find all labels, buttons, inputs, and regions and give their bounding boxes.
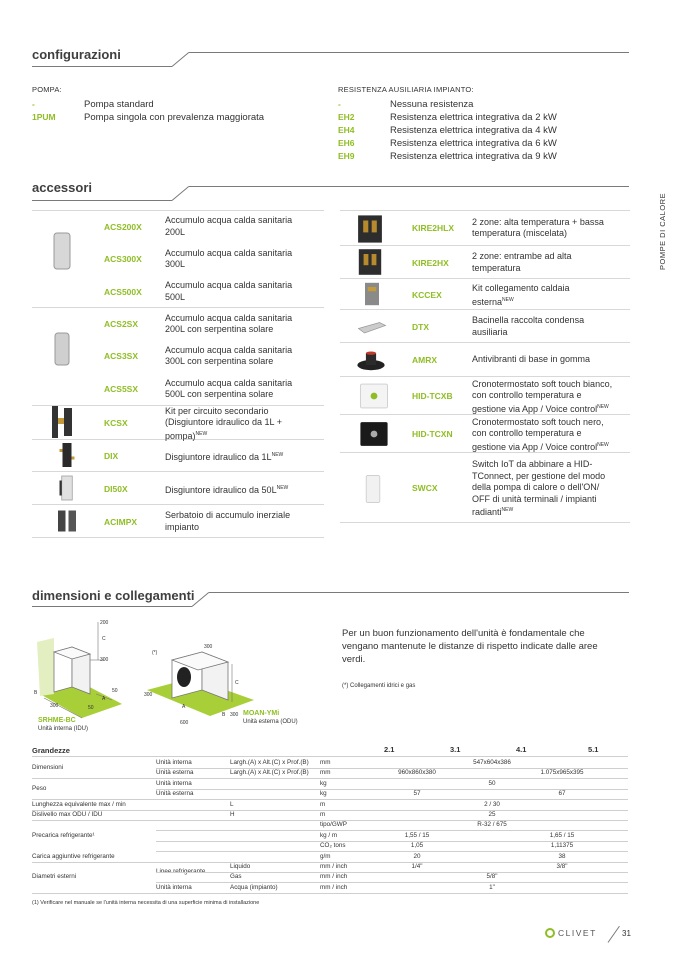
- accessory-desc-line: Accumulo acqua calda sanitaria: [165, 247, 293, 258]
- spec-table: [32, 745, 628, 905]
- clearance-note-line: verdi.: [342, 654, 366, 665]
- spec-value: 3/8": [556, 863, 568, 870]
- new-badge: NEW: [597, 403, 609, 410]
- accessory-code: ACIMPX: [104, 516, 138, 527]
- footer-brand: [545, 928, 597, 938]
- accessory-desc-line: 500L: [165, 291, 186, 302]
- spec-value: 1,65 / 15: [549, 831, 575, 839]
- accessory-row: [340, 343, 630, 377]
- spec-sub-label: Unità interna: [156, 759, 192, 766]
- new-badge: NEW: [271, 452, 284, 459]
- side-label: POMPE DI CALORE: [658, 192, 667, 270]
- spec-value: 960x860x380: [398, 769, 436, 777]
- accessory-desc-line: con controllo temperatura e: [472, 390, 582, 401]
- accessory-desc-line: impianto: [165, 521, 200, 532]
- accessory-desc: [165, 215, 324, 238]
- pump-label: POMPA:: [32, 85, 62, 94]
- accessory-desc-line: Accumulo acqua calda sanitaria: [165, 215, 293, 225]
- accessory-code: KCCEX: [412, 289, 442, 300]
- accessory-code: ACS500X: [104, 286, 142, 297]
- spec-value: R-32 / 675: [477, 821, 507, 829]
- accessory-desc-line: della pompa di calore o dell'ON/: [472, 482, 600, 493]
- indoor-unit-desc: Unità interna (IDU): [38, 726, 89, 732]
- accessories-left-table: [32, 210, 324, 548]
- spec-param-label: Acqua (impianto): [230, 883, 278, 891]
- accessory-row: [340, 246, 630, 279]
- accessory-row: [32, 372, 324, 406]
- accessory-desc: [165, 450, 324, 464]
- accessory-desc-line: radianti$^{NEW}$: [472, 507, 514, 518]
- dimensions-title: dimensioni e collegamenti: [32, 588, 195, 603]
- heater-code: EH4: [338, 125, 355, 135]
- spec-value: 1.075x965x395: [540, 769, 584, 777]
- accessory-desc-line: Cronotermostato soft touch nero,: [472, 416, 604, 427]
- label-a: A: [102, 696, 106, 702]
- accessory-code: ACS3SX: [104, 351, 139, 361]
- pump-item: [32, 98, 312, 111]
- spec-value: 1,05: [410, 842, 424, 850]
- accessory-desc: [165, 510, 324, 533]
- new-badge: NEW: [502, 296, 514, 303]
- accessory-row: [340, 310, 630, 343]
- accessory-desc-line: Antivibranti di base in gomma: [472, 354, 591, 365]
- label-d300c: 300: [144, 692, 153, 698]
- brand-name: CLIVET: [558, 928, 597, 938]
- heater-label: RESISTENZA AUSILIARIA IMPIANTO:: [338, 85, 474, 94]
- accessory-desc-line: Serbatoio di accumulo inerziale: [165, 510, 291, 520]
- accessory-desc-line: 2 zone: alta temperatura + bassa: [472, 216, 604, 227]
- accessory-desc-line: 500L con serpentina solare: [165, 389, 274, 399]
- accessory-code: ACS200X: [104, 221, 142, 232]
- accessories-right-table: [340, 210, 630, 540]
- accessory-desc-line: pompa)$^{NEW}$: [165, 430, 208, 441]
- spec-value: 38: [558, 852, 566, 860]
- heater-list: [338, 98, 628, 163]
- accessory-row: [32, 472, 324, 505]
- spec-value: 1/4": [411, 863, 423, 870]
- accessory-desc: [472, 379, 630, 416]
- footer-slant: [608, 926, 620, 943]
- spec-value: 1,55 / 15: [404, 831, 430, 839]
- label-c2: C: [235, 680, 239, 686]
- heater-code: EH2: [338, 112, 355, 122]
- outdoor-fan: [177, 667, 191, 687]
- spec-unit-label: kg / m: [320, 831, 338, 839]
- accessory-desc: [472, 251, 630, 274]
- table-rule: [32, 862, 628, 863]
- spec-unit-label: m: [320, 800, 326, 808]
- spec-group-label: Dimensioni: [32, 764, 64, 772]
- accessory-desc-line: con controllo temperatura e: [472, 428, 582, 439]
- accessory-desc: [472, 459, 630, 519]
- heater-desc: Resistenza elettrica integrativa da 4 kW: [390, 125, 557, 136]
- inertial-tank-image: [52, 503, 82, 544]
- heater-item: [338, 124, 628, 137]
- outdoor-unit-name: MOAN-YMi: [243, 710, 280, 717]
- heater-code: -: [338, 99, 341, 109]
- accessory-code: DIX: [104, 451, 119, 461]
- pump-item: [32, 111, 312, 124]
- spec-unit-label: mm / inch: [320, 883, 348, 891]
- label-star: (*): [152, 650, 158, 656]
- accessory-desc-line: Switch IoT da abbinare a HID-: [472, 459, 593, 470]
- accessory-desc-line: 200L: [165, 226, 186, 237]
- spec-unit-label: mm: [320, 759, 331, 766]
- accessory-row: [340, 415, 630, 453]
- new-badge: NEW: [276, 484, 289, 491]
- accessory-row: [32, 440, 324, 472]
- accessory-desc-line: gestione via App / Voice control$^{NEW}$: [472, 441, 609, 452]
- spec-value: 1,11375: [550, 842, 574, 850]
- spec-unit-label: kg: [320, 779, 327, 787]
- white-thermostat-image: [352, 379, 396, 418]
- spec-value: 67: [558, 790, 566, 798]
- new-badge: NEW: [501, 507, 514, 514]
- accessory-desc-line: Accumulo acqua calda sanitaria: [165, 312, 293, 323]
- accessories-rule: [32, 200, 172, 201]
- accessory-desc-line: gestione via App / Voice control$^{NEW}$: [472, 403, 609, 414]
- pump-desc: Pompa standard: [84, 99, 154, 110]
- accessory-desc-line: (Disgiuntore idraulico da 1L +: [165, 417, 282, 428]
- accessory-desc: [472, 354, 630, 366]
- label-a2: A: [182, 704, 186, 710]
- heater-code: EH6: [338, 138, 355, 148]
- table-rule: [32, 778, 628, 779]
- spec-group-label: Carica aggiuntive refrigerante: [32, 852, 115, 860]
- indoor-side-area: [37, 638, 54, 696]
- accessory-desc-line: Kit collegamento caldaia: [472, 283, 570, 293]
- accessory-code: DTX: [412, 321, 429, 332]
- accessory-desc-line: Kit per circuito secondario: [165, 405, 269, 416]
- accessory-row: [340, 279, 630, 310]
- accessory-code: HID-TCXB: [412, 391, 453, 401]
- spec-unit-label: mm / inch: [320, 873, 348, 881]
- spec-footnote: (1) Verificare nel manuale se l'unità interna necessita di una superficie minima di installazione: [32, 900, 260, 906]
- accessory-desc-line: esterna$^{NEW}$: [472, 296, 514, 307]
- iot-switch-image: [356, 467, 390, 516]
- zone-kit-image: [352, 246, 388, 283]
- heater-desc: Resistenza elettrica integrativa da 9 kW: [390, 151, 557, 162]
- table-rule: [32, 893, 628, 894]
- accessory-desc-line: 2 zone: entrambe ad alta: [472, 251, 572, 261]
- heater-item: [338, 111, 628, 124]
- accessory-row: [340, 210, 630, 246]
- spec-group-label: Dislivello max ODU / IDU: [32, 811, 103, 818]
- accessory-desc-line: Disgiuntore idraulico da $1L^{NEW}$: [165, 452, 284, 463]
- spec-unit-label: tipo/GWP: [320, 821, 347, 829]
- pump-code: 1PUM: [32, 112, 56, 122]
- configurations-rule-slant: [172, 52, 189, 67]
- spec-unit-label: kg: [320, 790, 327, 798]
- configurations-rule: [32, 66, 172, 67]
- indoor-unit-name: SRHME-BC: [38, 717, 76, 724]
- accessory-desc: [165, 378, 324, 401]
- accessory-code: ACS5SX: [104, 384, 139, 394]
- spec-value: 20: [413, 852, 421, 860]
- label-d50b: 50: [88, 705, 94, 711]
- spec-param-label: H: [230, 811, 235, 818]
- pump-list: [32, 98, 312, 124]
- label-d300b: 300: [50, 703, 59, 709]
- label-b: B: [34, 690, 38, 696]
- pump-desc: Pompa singola con prevalenza maggiorata: [84, 112, 265, 123]
- accessory-code: HID-TCXN: [412, 429, 453, 439]
- accessory-desc: [472, 315, 630, 338]
- accessory-desc-line: Accumulo acqua calda sanitaria: [165, 344, 293, 355]
- boiler-kit-image: [358, 279, 386, 314]
- outdoor-unit-desc: Unità esterna (ODU): [243, 719, 298, 725]
- accessory-code: ACS300X: [104, 254, 142, 264]
- spec-sub-label: Unità esterna: [156, 790, 194, 798]
- clearance-note-line: vengano mantenute le distanze di rispetto indicate dalle aree: [342, 641, 598, 652]
- accessory-desc-line: 300L: [165, 259, 186, 269]
- spec-sub-label: Unità esterna: [156, 769, 194, 777]
- spec-param-label: Largh.(A) x Alt.(C) x Prof.(B): [230, 759, 309, 766]
- label-d600: 600: [180, 720, 189, 726]
- spec-unit-label: g/m: [320, 852, 331, 860]
- accessory-desc: [165, 483, 324, 497]
- spec-group-label: Diametri esterni: [32, 873, 77, 881]
- accessory-desc: [472, 217, 630, 240]
- configurations-title: configurazioni: [32, 47, 121, 62]
- clearance-note: [342, 627, 632, 666]
- heater-item: [338, 150, 628, 163]
- accessory-row: [32, 275, 324, 308]
- accessory-code: DI50X: [104, 483, 128, 494]
- new-badge: NEW: [597, 441, 609, 448]
- accessory-row: [32, 243, 324, 275]
- heater-desc: Resistenza elettrica integrativa da 6 kW: [390, 138, 557, 149]
- dimensions-rule-top: [209, 592, 629, 593]
- spec-model-header: 4.1: [516, 745, 527, 754]
- spec-param-label: Gas: [230, 873, 242, 881]
- accessory-desc-line: 300L con serpentina solare: [165, 356, 274, 366]
- accessory-row: [340, 453, 630, 523]
- accessory-row: [32, 340, 324, 372]
- accessory-desc: [165, 406, 324, 443]
- condensate-tray-image: [342, 312, 402, 347]
- spec-param-label: L: [230, 800, 234, 808]
- spec-header-label: Grandezze: [32, 746, 70, 755]
- accessory-desc: [165, 280, 324, 303]
- accessory-desc-line: Disgiuntore idraulico da $50L^{NEW}$: [165, 484, 289, 495]
- heater-item: [338, 98, 628, 111]
- clearance-note-line: Per un buon funzionamento dell'unità è fondamentale che: [342, 628, 585, 639]
- accessory-row: [340, 377, 630, 415]
- accessory-code: KCSX: [104, 418, 128, 428]
- spec-sub-label: Unità interna: [156, 779, 192, 787]
- spec-unit-label: mm: [320, 769, 331, 777]
- spec-sub-label: Unità interna: [156, 883, 192, 891]
- accessory-desc-line: TConnect, per gestione del modo: [472, 470, 606, 481]
- accessory-desc: [472, 283, 630, 308]
- accessory-desc-line: Accumulo acqua calda sanitaria: [165, 377, 293, 388]
- connections-note: (*) Collegamenti idrici e gas: [342, 683, 416, 689]
- accessories-rule-slant: [172, 186, 189, 201]
- label-b2: B: [222, 712, 226, 718]
- accessory-desc: [472, 417, 630, 454]
- label-d50: 50: [112, 688, 118, 694]
- spec-param-label: Liquido: [230, 863, 251, 870]
- accessory-row: [32, 406, 324, 440]
- table-rule: [32, 820, 628, 821]
- heater-desc: Nessuna resistenza: [390, 99, 474, 110]
- accessory-desc-line: OFF di unità terminali / impianti: [472, 493, 597, 504]
- accessory-row: [32, 505, 324, 538]
- dimensions-rule: [32, 606, 192, 607]
- spec-value: 1": [489, 883, 495, 891]
- heater-item: [338, 137, 628, 150]
- spec-value: 57: [413, 790, 421, 798]
- accessory-code: KIRE2HLX: [412, 223, 455, 233]
- accessory-desc-line: temperatura: [472, 262, 521, 273]
- spec-value: 5/8": [486, 873, 498, 881]
- label-d300: 300: [100, 657, 109, 663]
- spec-value: 547x604x386: [473, 759, 511, 766]
- table-rule: [32, 799, 628, 800]
- black-thermostat-image: [352, 417, 396, 456]
- heater-desc: Resistenza elettrica integrativa da 2 kW: [390, 112, 557, 123]
- spec-unit-label: m: [320, 811, 326, 818]
- spec-value: 2 / 30: [484, 800, 500, 808]
- accessory-desc-line: ausiliaria: [472, 326, 508, 337]
- accessory-desc-line: 200L con serpentina solare: [165, 324, 274, 334]
- heater-code: EH9: [338, 151, 355, 161]
- accessory-desc-line: Bacinella raccolta condensa: [472, 315, 585, 325]
- label-c: C: [102, 636, 106, 642]
- accessory-desc-line: temperatura (miscelata): [472, 228, 568, 238]
- accessories-rule-top: [189, 186, 629, 187]
- spec-model-header: 2.1: [384, 745, 395, 754]
- accessory-desc-line: Cronotermostato soft touch bianco,: [472, 378, 613, 389]
- spec-value: 25: [488, 811, 496, 818]
- accessory-desc: [165, 248, 324, 271]
- table-rule: [156, 872, 628, 873]
- table-rule: [156, 882, 628, 883]
- label-d200: 200: [100, 620, 109, 626]
- page-number: 31: [622, 929, 631, 938]
- spec-group-label: Precarica refrigerante¹: [32, 831, 95, 839]
- accessory-desc-line: Accumulo acqua calda sanitaria: [165, 280, 293, 290]
- spec-group-label: Peso: [32, 785, 47, 792]
- configurations-rule-top: [189, 52, 629, 53]
- label-d300d: 300: [230, 712, 239, 718]
- spec-unit-label: mm / inch: [320, 863, 348, 870]
- spec-param-label: Largh.(A) x Alt.(C) x Prof.(B): [230, 769, 309, 777]
- accessories-title: accessori: [32, 180, 92, 195]
- accessory-code: KIRE2HX: [412, 257, 449, 268]
- label-d300e: 300: [204, 644, 213, 650]
- accessory-code: AMRX: [412, 355, 438, 365]
- spec-value: 50: [488, 779, 496, 787]
- spec-unit-label: CO₂ tons: [320, 842, 346, 850]
- spec-model-header: 3.1: [450, 745, 461, 754]
- spec-model-header: 5.1: [588, 745, 599, 754]
- table-rule: [32, 810, 628, 811]
- spec-group-label: Lunghezza equivalente max / min: [32, 800, 126, 808]
- accessory-desc: [165, 313, 324, 336]
- accessory-code: ACS2SX: [104, 319, 139, 329]
- pump-code: -: [32, 99, 35, 109]
- accessory-desc: [165, 345, 324, 368]
- new-badge: NEW: [195, 430, 208, 437]
- table-rule: [32, 756, 628, 757]
- brand-logo-icon: [545, 928, 555, 938]
- accessory-code: SWCX: [412, 483, 438, 493]
